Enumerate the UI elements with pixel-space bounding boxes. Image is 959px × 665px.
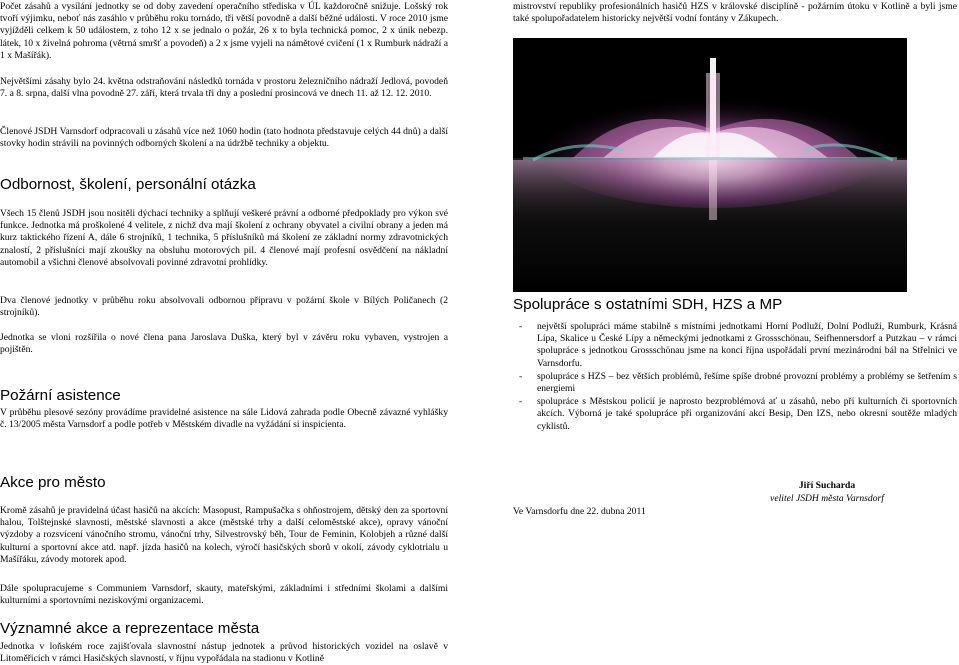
- notable-events-paragraph: Jednotka v loňském roce zajišťovala slavnostní nástup jednotek a průvod historických vozidel na oslavě v Litoměřicích v rámci Hasičských slavností, v říjnu vypořádala na stadionu v Kotlině: [0, 641, 448, 665]
- cooperation-item: [513, 321, 957, 370]
- town-events-heading: Akce pro město: [0, 474, 106, 491]
- training-paragraph-1: Všech 15 členů JSDH jsou nositěli dýchací techniky a splňují veškeré právní a odborné předpoklady pro výkon své funkce. Jednotka má proškolené 4 velitele, z nichž dva mají školení z ochrany obyvatel a civilní obrany a jeden má kurz taktického řízení A, dále 6 strojníků, 1 technika, 5 příslušníků má školení ze základní normy zdravotnických znalostí, 2 příslušníci mají zkoušky na obsluhu motorových pil. 4 členové mají profesní osvědčení na nákladní automobil a všichni členové absolvovali povinné zdravotní prohlídky.: [0, 208, 448, 268]
- town-events-paragraph-1: Kromě zásahů je pravidelná účast hasičů na akcích: Masopust, Rampušačka s ohňostrojem, dětský den za sportovní halou, Tolštejnské slavnosti, městské slavnosti a akce (městské trhy a další celoměstské akce), opravy vánoční výzdoby a rozsvícení vánočního stromu, vánoční trhy, Silvestrovský běh, Tour de Feminin, Kolobjeh a různé další kulturní a sportovní akce atd. např. jízda hasičů na kolech, výročí hasičských sborů v okolí, závody cyklotrialu u Mašířáku, závody motorek apod.: [0, 505, 448, 565]
- cooperation-item-text: spolupráce s Městskou policií je naprosto bezproblémová ať u zásahů, nebo při kulturních či sportovních akcích. Výborná je také spolupráce při organizování akcí Besip, Den IZS, nebo okresní soutěže mladých cyklistů.: [537, 396, 957, 432]
- fire-assistance-paragraph: V průběhu plesové sezóny provádíme pravidelné asistence na sále Lidová zahrada podle Obecně závazné vyhlášky č. 13/2005 města Varnsdorf a podle potřeb v Městském divadle na vyžádání si inspicienta.: [0, 407, 448, 431]
- training-heading: Odbornost, školení, personální otázka: [0, 176, 256, 193]
- signature-date: Ve Varnsdorfu dne 22. dubna 2011: [513, 506, 646, 517]
- signer-name: Jiří Sucharda: [798, 480, 856, 491]
- fountain-image: [513, 38, 907, 292]
- cooperation-item: [513, 396, 957, 433]
- notable-events-heading: Významné akce a reprezentace města: [0, 620, 260, 637]
- intro-paragraph: Počet zásahů a vysílání jednotky se od doby zavedení operačního střediska v ÚL každoročně snižuje. Lošský rok tvoří výjimku, neboť nás zasáhlo v průběhu roku tornádo, tři větší povodně a další běžné události. V roce 2010 jsme vyjížděli celkem k 50 událostem, z toho 12 x se jednalo o požár, 26 x to byla technická pomoc, 2 x únik nebezp. látek, 10 x živelná pohroma (větrná smršť a povodeň) a 2 x jsme vyjeli na námětové cvičení (1 x Rumburk nádraží a 1 x Mašířák).: [0, 1, 448, 61]
- major-interventions-paragraph: Největšími zásahy bylo 24. května odstraňování následků tornáda v prostoru železničního nádraží Jedlová, povodeň 7. a 8. srpna, další vlna povodně 27. září, která trvala tři dny a poslední prosincová ve dnech 11. až 12. 12. 2010.: [0, 76, 448, 100]
- signature-block: [753, 480, 901, 505]
- cooperation-list: [513, 321, 957, 434]
- town-events-paragraph-2: Dále spolupracujeme s Communiem Varnsdorf, skauty, mateřskými, základními i středními školami a dalšími kulturními a sportovními neziskovými organizacemi.: [0, 583, 448, 607]
- cooperation-item-text: největší spolupráci máme stabilně s místními jednotkami Horní Podluží, Dolní Podluží, Rumburk, Krásná Lípa, Skalice u České Lípy a německými jednotkami z Grossschönau, Seifhennersdorf a Putzkau – v rámci spolupráce s jednotkou Grossschönau jsme na konci října uspořádali první mezinárodní bál na Střelnici ve Varnsdorfu.: [537, 321, 957, 369]
- fire-assistance-heading: Požární asistence: [0, 387, 121, 404]
- signer-role: velitel JSDH města Varnsdorf: [770, 492, 884, 504]
- training-paragraph-2: Dva členové jednotky v průběhu roku absolvovali odbornou přípravu v požární škole v Bílých Poličanech (2 strojníků).: [0, 295, 448, 319]
- fountain-photo: [513, 38, 907, 292]
- dash-bullet: -: [519, 370, 523, 382]
- dash-bullet: -: [519, 396, 523, 408]
- cooperation-item-text: spolupráce s HZS – bez větších problémů, řešíme spíše drobné provozní problémy a problémy se šetřením s energiemi: [537, 370, 957, 395]
- cooperation-item: [513, 371, 957, 395]
- training-paragraph-3: Jednotka se vloni rozšířila o nové člena pana Jaroslava Duška, který byl v závěru roku vybaven, vystrojen a pojištěn.: [0, 332, 448, 356]
- continued-paragraph: mistrovství republiky profesionálních hasičů HZS v královské disciplíně - požárním útoku v Kotlině a byli jsme také spolupořadatelem historicky největší vodní fontány v Zákupech.: [513, 1, 957, 25]
- cooperation-heading: Spolupráce s ostatními SDH, HZS a MP: [513, 296, 783, 313]
- dash-bullet: -: [519, 321, 523, 332]
- hours-paragraph: Členové JSDH Varnsdorf odpracovali u zásahů více než 1060 hodin (tato hodnota představuje celých 44 dnů) a další stovky hodin strávili na povinných odborných školení a na údržbě techniky a objektu.: [0, 126, 448, 150]
